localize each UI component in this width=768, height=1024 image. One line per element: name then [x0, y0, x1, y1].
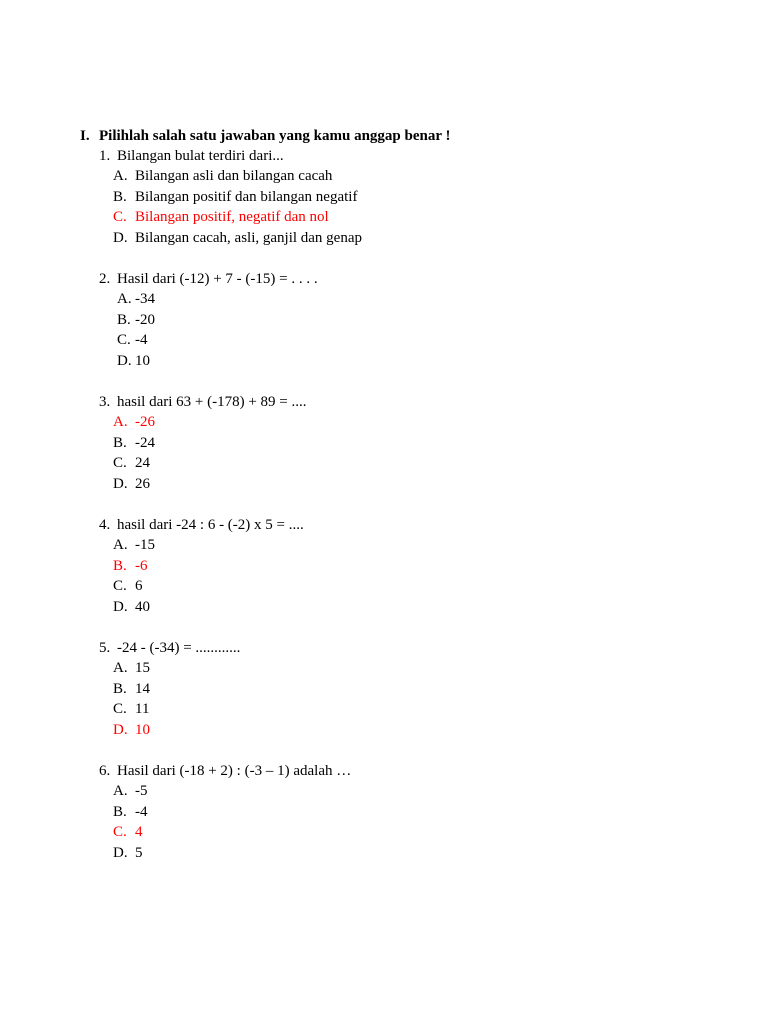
option-text: -26 — [135, 414, 155, 430]
option-2d — [117, 351, 150, 372]
option-text: -24 — [135, 435, 155, 451]
option-text: Bilangan cacah, asli, ganjil dan genap — [135, 230, 362, 246]
option-letter: D. — [113, 230, 128, 246]
question-text: -24 - (-34) = ............ — [117, 640, 241, 656]
option-letter: A. — [113, 168, 128, 184]
option-letter: B. — [113, 558, 127, 574]
option-2a — [117, 289, 155, 310]
option-3a — [113, 412, 155, 433]
option-text: 4 — [135, 824, 143, 840]
option-letter: B. — [113, 435, 127, 451]
option-text: 10 — [135, 722, 150, 738]
option-6a — [113, 781, 148, 802]
question-6 — [99, 761, 351, 782]
option-1b — [113, 187, 357, 208]
option-2b — [117, 310, 155, 331]
option-letter: D. — [113, 476, 128, 492]
option-letter: D. — [113, 845, 128, 861]
option-1c — [113, 207, 329, 228]
question-number: 5. — [99, 640, 111, 656]
option-5c — [113, 699, 149, 720]
option-text: 40 — [135, 599, 150, 615]
option-5a — [113, 658, 150, 679]
option-letter: C. — [113, 824, 127, 840]
option-letter: C. — [113, 455, 127, 471]
option-text: Bilangan asli dan bilangan cacah — [135, 168, 333, 184]
question-1 — [99, 146, 284, 167]
option-text: 26 — [135, 476, 150, 492]
option-1d — [113, 228, 362, 249]
section-title: Pilihlah salah satu jawaban yang kamu anggap benar ! — [99, 128, 451, 144]
option-letter: A. — [113, 660, 128, 676]
option-text: Bilangan positif dan bilangan negatif — [135, 189, 358, 205]
question-2 — [99, 269, 318, 290]
option-letter: C. — [113, 701, 127, 717]
option-4d — [113, 597, 150, 618]
question-text: Bilangan bulat terdiri dari... — [117, 148, 284, 164]
option-3d — [113, 474, 150, 495]
question-text: hasil dari -24 : 6 - (-2) x 5 = .... — [117, 517, 304, 533]
option-letter: B. — [113, 681, 127, 697]
option-3b — [113, 433, 155, 454]
option-text: 6 — [135, 578, 143, 594]
question-5 — [99, 638, 240, 659]
option-6b — [113, 802, 148, 823]
question-text: Hasil dari (-12) + 7 - (-15) = . . . . — [117, 271, 318, 287]
question-3 — [99, 392, 307, 413]
option-text: -34 — [135, 291, 155, 307]
option-text: Bilangan positif, negatif dan nol — [135, 209, 329, 225]
option-letter: A. — [113, 783, 128, 799]
option-text: 10 — [135, 353, 150, 369]
option-letter: C. — [117, 332, 131, 348]
option-letter: A. — [117, 291, 132, 307]
option-text: -15 — [135, 537, 155, 553]
section-heading — [80, 126, 450, 146]
option-text: -20 — [135, 312, 155, 328]
option-letter: D. — [113, 722, 128, 738]
option-5d — [113, 720, 150, 741]
option-letter: B. — [113, 189, 127, 205]
question-text: Hasil dari (-18 + 2) : (-3 – 1) adalah … — [117, 763, 352, 779]
option-letter: B. — [117, 312, 131, 328]
option-1a — [113, 166, 332, 187]
option-letter: D. — [117, 353, 132, 369]
question-number: 1. — [99, 148, 111, 164]
question-number: 4. — [99, 517, 111, 533]
option-letter: B. — [113, 804, 127, 820]
option-letter: D. — [113, 599, 128, 615]
question-number: 3. — [99, 394, 111, 410]
option-text: -6 — [135, 558, 148, 574]
question-number: 2. — [99, 271, 111, 287]
option-6d — [113, 843, 143, 864]
option-4b — [113, 556, 148, 577]
section-number: I. — [80, 128, 90, 144]
option-text: 24 — [135, 455, 150, 471]
option-text: 11 — [135, 701, 150, 717]
option-4c — [113, 576, 143, 597]
option-text: -4 — [135, 332, 148, 348]
option-3c — [113, 453, 150, 474]
option-letter: A. — [113, 414, 128, 430]
question-number: 6. — [99, 763, 111, 779]
question-text: hasil dari 63 + (-178) + 89 = .... — [117, 394, 307, 410]
option-letter: A. — [113, 537, 128, 553]
option-4a — [113, 535, 155, 556]
option-text: 14 — [135, 681, 150, 697]
option-text: 15 — [135, 660, 150, 676]
option-text: -4 — [135, 804, 148, 820]
option-2c — [117, 330, 148, 351]
option-text: 5 — [135, 845, 143, 861]
option-6c — [113, 822, 143, 843]
option-text: -5 — [135, 783, 148, 799]
option-letter: C. — [113, 578, 127, 594]
question-4 — [99, 515, 304, 536]
option-letter: C. — [113, 209, 127, 225]
option-5b — [113, 679, 150, 700]
